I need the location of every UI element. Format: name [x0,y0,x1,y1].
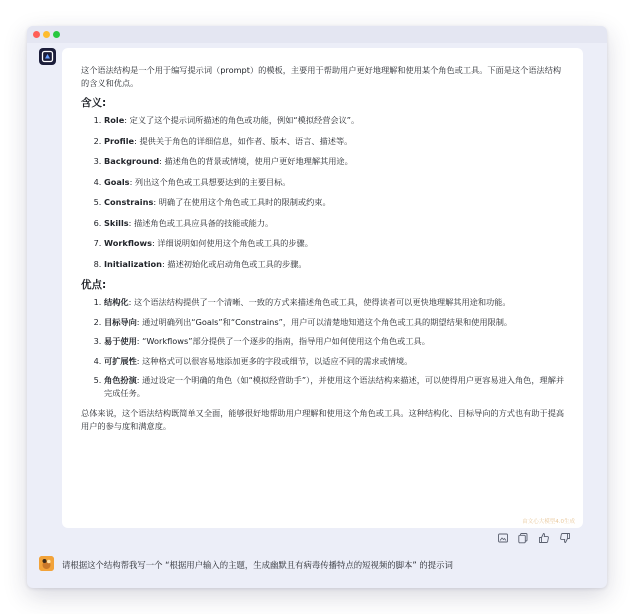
thumbs-up-icon[interactable] [538,532,550,544]
list-item: 5. Constrains: 明确了在使用这个角色或工具时的限制或约束。 [104,196,569,209]
chat-window [27,26,607,588]
copy-icon[interactable] [517,532,529,544]
image-icon[interactable] [497,532,509,544]
list-item: 3. Background: 描述角色的背景或情境，使用户更好地理解其用途。 [104,155,569,168]
list-item: 4. 可扩展性: 这种格式可以很容易地添加更多的字段或细节，以适应不同的需求或情境。 [104,355,569,368]
list-item: 2. Profile: 提供关于角色的详细信息，如作者、版本、语言、描述等。 [104,135,569,148]
maximize-window-button[interactable] [53,31,60,38]
thumbs-down-icon[interactable] [559,532,571,544]
assistant-message [62,48,583,528]
list-item: 7. Workflows: 详细说明如何使用这个角色或工具的步骤。 [104,237,569,250]
meaning-heading: 含义: [81,97,107,109]
user-message: 请根据这个结构帮我写一个 “根据用户输入的主题，生成幽默且有病毒传播特点的短视频的脚本” 的提示词 [62,560,453,570]
summary-text: 总体来说，这个语法结构既简单又全面，能够很好地帮助用户理解和使用这个角色或工具。这种结构化、目标导向的方式也有助于提高用户的参与度和满意度。 [81,407,565,431]
list-item: 5. 角色扮演: 通过设定一个明确的角色（如“模拟经营助手”），并使用这个语法结构来描述，可以使得用户更容易进入角色，理解并完成任务。 [104,374,569,400]
list-item: 8. Initialization: 描述初始化或启动角色或工具的步骤。 [104,258,569,271]
bot-avatar-icon [39,48,56,65]
user-avatar [39,556,54,571]
list-item: 4. Goals: 列出这个角色或工具想要达到的主要目标。 [104,176,569,189]
list-item: 1. Role: 定义了这个提示词所描述的角色或功能，例如“模拟经营会议”。 [104,114,569,127]
list-item: 2. 目标导向: 通过明确列出“Goals”和“Constrains”，用户可以清楚地知道这个角色或工具的期望结果和使用限制。 [104,316,569,329]
list-item: 6. Skills: 描述角色或工具应具备的技能或能力。 [104,217,569,230]
advantages-heading: 优点: [81,279,107,291]
list-item: 3. 易于使用: “Workflows”部分提供了一个逐步的指南，指导用户如何使用这个角色或工具。 [104,335,569,348]
ai-generated-watermark: 由文心大模型4.0生成 [522,519,575,525]
list-item: 1. 结构化: 这个语法结构提供了一个清晰、一致的方式来描述角色或工具，使得读者可以更快地理解其用途和功能。 [104,296,569,309]
meaning-list [81,114,569,271]
intro-text: 这个语法结构是一个用于编写提示词（prompt）的模板，主要用于帮助用户更好地理解和使用某个角色或工具。下面是这个语法结构的含义和优点。 [81,65,562,88]
title-bar [27,26,607,43]
advantages-list [81,296,569,400]
close-window-button[interactable] [33,31,40,38]
minimize-window-button[interactable] [43,31,50,38]
